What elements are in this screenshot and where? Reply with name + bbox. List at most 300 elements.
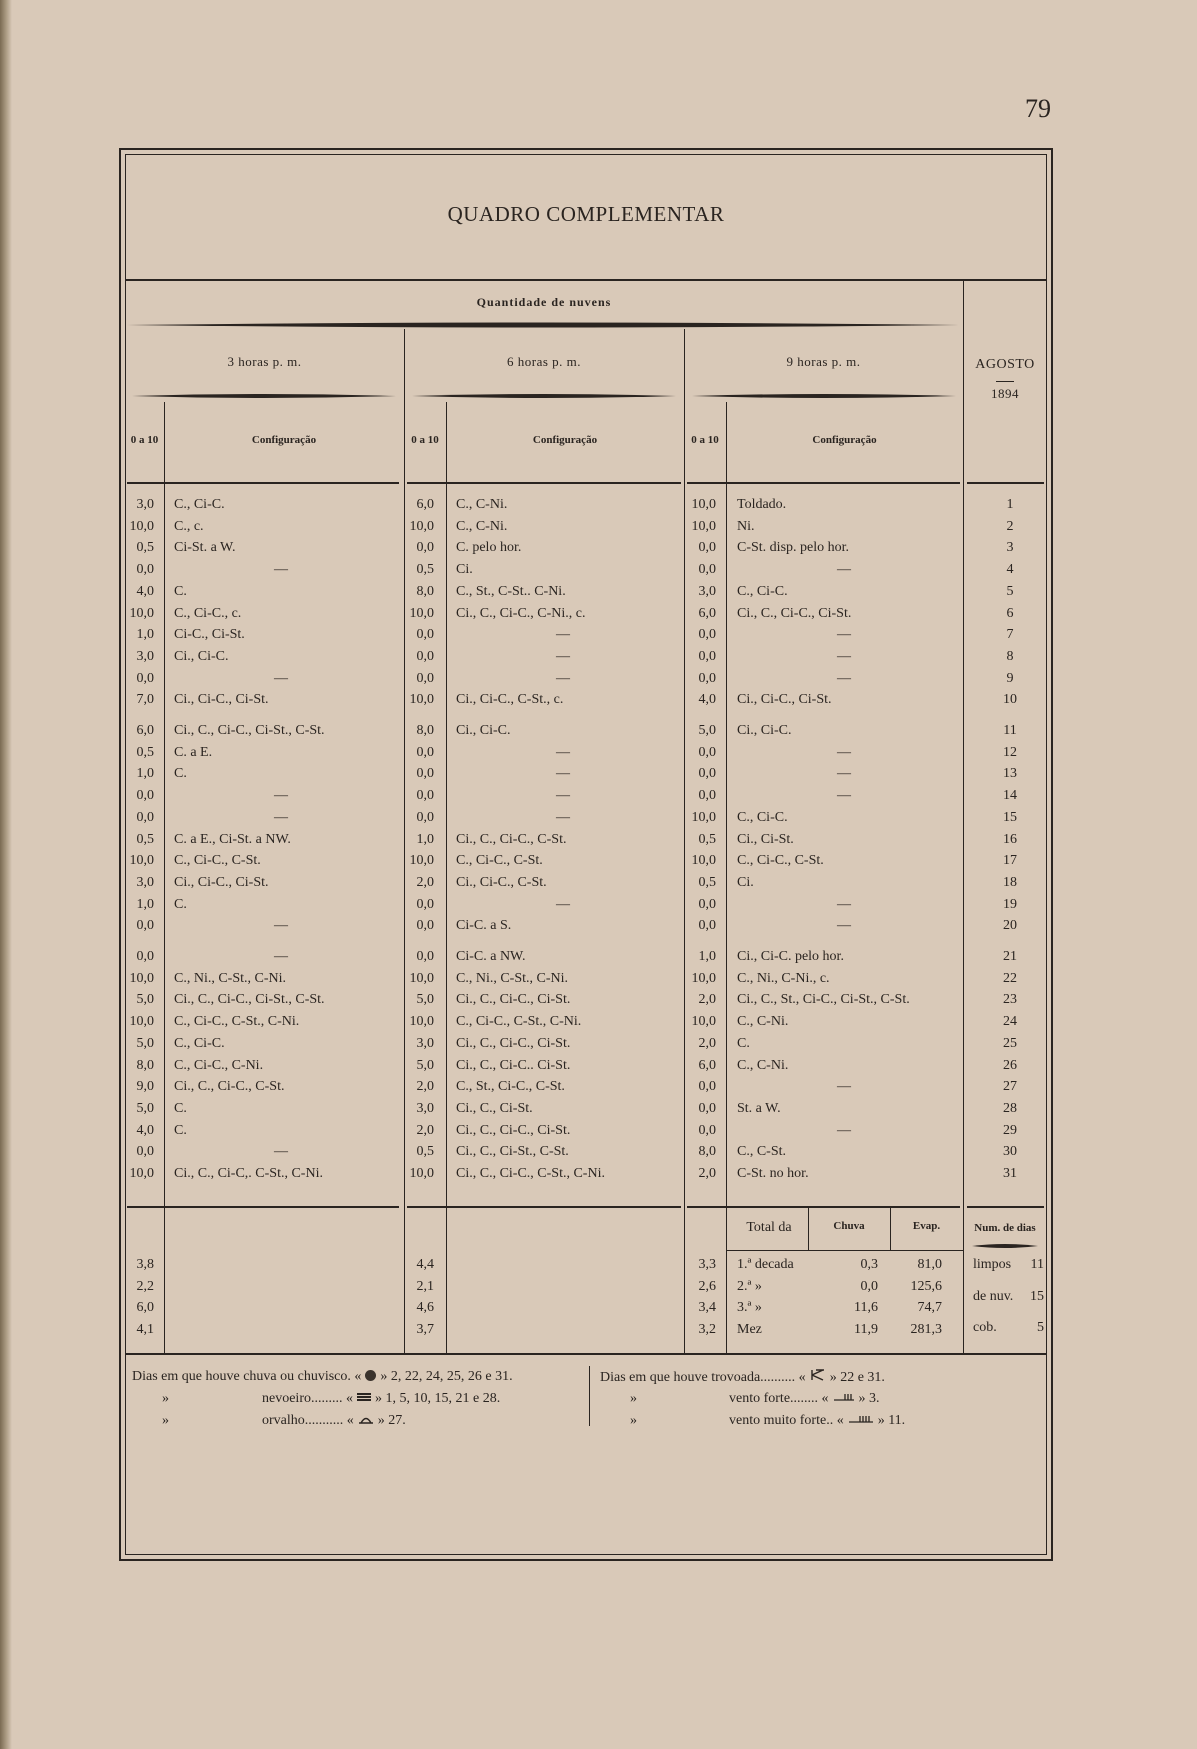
day-number: 29 bbox=[1003, 1122, 1017, 1138]
cloud-config-3h: C., Ci-C., C-Ni. bbox=[174, 1057, 264, 1073]
legend-lead: » bbox=[630, 1391, 637, 1406]
header-rule-3h bbox=[127, 482, 399, 484]
totals-period-label: 3.ª » bbox=[737, 1300, 762, 1315]
average-9h: 3,2 bbox=[698, 1321, 716, 1337]
cloud-config-3h: Ci., Ci-C., Ci-St. bbox=[174, 692, 269, 708]
cloud-amount-6h: 0,0 bbox=[416, 809, 434, 825]
cloud-amount-3h: 6,0 bbox=[136, 723, 154, 738]
cloud-config-9h: C., C-Ni. bbox=[737, 1014, 789, 1030]
cloud-config-6h: Ci., C., Ci-St. bbox=[456, 1100, 533, 1116]
cloud-config-3h: — bbox=[274, 1144, 288, 1160]
average-9h: 3,3 bbox=[698, 1257, 716, 1272]
cloud-config-9h: St. a W. bbox=[737, 1100, 781, 1116]
cloud-config-6h: Ci. bbox=[456, 562, 473, 578]
cloud-config-9h: — bbox=[837, 918, 851, 934]
cloud-amount-9h: 0,0 bbox=[698, 1100, 716, 1116]
day-number: 6 bbox=[1006, 605, 1014, 621]
cloud-amount-3h: 3,0 bbox=[136, 497, 154, 512]
notes-divider bbox=[589, 1366, 590, 1426]
day-number: 20 bbox=[1003, 918, 1017, 934]
evap-value: 281,3 bbox=[910, 1321, 942, 1337]
cloud-amount-6h: 0,0 bbox=[416, 648, 434, 664]
cloud-amount-9h: 2,0 bbox=[698, 992, 716, 1008]
cloud-amount-3h: 0,0 bbox=[136, 1144, 154, 1160]
day-number: 24 bbox=[1003, 1014, 1017, 1030]
notes-top-rule bbox=[125, 1353, 1047, 1355]
cloud-amount-6h: 0,0 bbox=[416, 627, 434, 643]
cloud-config-6h: Ci., C., Ci-C., Ci-St. bbox=[456, 1035, 571, 1051]
days-type-label: cob. bbox=[973, 1320, 997, 1335]
cloud-config-9h: C. bbox=[737, 1035, 750, 1051]
cloud-config-3h: C., Ci-C. bbox=[174, 1035, 225, 1051]
cloud-config-6h: C., St., C-St.. C-Ni. bbox=[456, 583, 566, 599]
day-number: 9 bbox=[1006, 670, 1014, 686]
cloud-amount-6h: 2,0 bbox=[416, 1122, 434, 1138]
cloud-amount-9h: 0,0 bbox=[698, 918, 716, 934]
cloud-config-3h: — bbox=[274, 949, 288, 964]
cloud-config-6h: — bbox=[556, 809, 570, 825]
cloud-amount-6h: 5,0 bbox=[416, 1057, 434, 1073]
cloud-config-6h: — bbox=[556, 670, 570, 686]
day-number: 30 bbox=[1003, 1144, 1017, 1160]
cloud-amount-9h: 1,0 bbox=[698, 949, 716, 964]
cloud-amount-9h: 0,0 bbox=[698, 562, 716, 578]
cloud-amount-3h: 1,0 bbox=[136, 766, 154, 782]
sub-divider-9h bbox=[726, 402, 727, 1353]
cloud-amount-9h: 10,0 bbox=[691, 497, 716, 512]
chuva-value: 0,0 bbox=[860, 1278, 878, 1294]
cloud-amount-6h: 3,0 bbox=[416, 1035, 434, 1051]
cloud-amount-3h: 0,5 bbox=[136, 831, 154, 847]
cloud-amount-9h: 5,0 bbox=[698, 723, 716, 738]
legend-line bbox=[600, 1369, 885, 1386]
cloud-config-3h: Ci., C., Ci-C., Ci-St., C-St. bbox=[174, 992, 325, 1008]
cloud-amount-3h: 0,5 bbox=[136, 540, 154, 556]
cloud-amount-3h: 10,0 bbox=[129, 1014, 154, 1030]
cloud-config-9h: Ci., C., Ci-C., Ci-St. bbox=[737, 605, 852, 621]
cloud-config-6h: C., Ci-C., C-St., C-Ni. bbox=[456, 1014, 582, 1030]
cloud-amount-6h: 0,0 bbox=[416, 670, 434, 686]
cloud-config-9h: C., C-St. bbox=[737, 1144, 787, 1160]
summary-rule-9h bbox=[687, 1206, 960, 1208]
chuva-value: 0,3 bbox=[860, 1257, 878, 1272]
day-number: 18 bbox=[1003, 874, 1017, 890]
cloud-config-3h: Ci-St. a W. bbox=[174, 540, 236, 556]
cloud-config-9h: Ci., C., St., Ci-C., Ci-St., C-St. bbox=[737, 992, 910, 1008]
cloud-config-9h: C., Ci-C. bbox=[737, 809, 788, 825]
cloud-amount-9h: 10,0 bbox=[691, 518, 716, 534]
config-header-6h: Configuração bbox=[532, 434, 598, 446]
page-number: 79 bbox=[1025, 94, 1051, 123]
cloud-amount-6h: 10,0 bbox=[409, 853, 434, 869]
cloud-config-3h: C. bbox=[174, 766, 187, 782]
chuva-value: 11,6 bbox=[854, 1300, 878, 1315]
cloud-amount-3h: 0,0 bbox=[136, 949, 154, 964]
table-title: QUADRO COMPLEMENTAR bbox=[447, 202, 725, 226]
month-column-divider bbox=[963, 281, 964, 1353]
cloud-amount-3h: 5,0 bbox=[136, 992, 154, 1008]
cloud-amount-3h: 3,0 bbox=[136, 874, 154, 890]
cloud-amount-9h: 10,0 bbox=[691, 970, 716, 986]
cloud-config-9h: C., Ci-C., C-St. bbox=[737, 853, 824, 869]
cloud-amount-9h: 0,0 bbox=[698, 1122, 716, 1138]
day-number: 27 bbox=[1003, 1079, 1017, 1095]
group-header-rule bbox=[127, 320, 959, 330]
cloud-config-6h: — bbox=[556, 788, 570, 804]
day-number: 10 bbox=[1003, 692, 1017, 708]
cloud-config-9h: — bbox=[837, 766, 851, 782]
dew-icon bbox=[358, 1414, 374, 1424]
cloud-amount-9h: 0,0 bbox=[698, 744, 716, 760]
average-6h: 4,4 bbox=[416, 1257, 434, 1272]
cloud-config-9h: Ci., Ci-C., Ci-St. bbox=[737, 692, 832, 708]
cloud-amount-6h: 8,0 bbox=[416, 723, 434, 738]
legend-days: » 1, 5, 10, 15, 21 e 28. bbox=[374, 1391, 501, 1406]
cloud-config-6h: Ci., Ci-C., C-St., c. bbox=[456, 692, 564, 708]
cloud-amount-3h: 8,0 bbox=[136, 1057, 154, 1073]
period-rule-6h bbox=[412, 392, 676, 400]
strong-wind-icon bbox=[833, 1392, 855, 1402]
day-number: 1 bbox=[1006, 497, 1014, 512]
cloud-config-6h: C., Ci-C., C-St. bbox=[456, 853, 543, 869]
book-spine-shadow bbox=[0, 0, 12, 1749]
cloud-amount-6h: 0,0 bbox=[416, 766, 434, 782]
cloud-amount-3h: 10,0 bbox=[129, 853, 154, 869]
period-rule-3h bbox=[132, 392, 396, 400]
cloud-amount-3h: 5,0 bbox=[136, 1100, 154, 1116]
summary-rule-6h bbox=[407, 1206, 681, 1208]
cloud-amount-9h: 0,0 bbox=[698, 766, 716, 782]
cloud-config-6h: Ci., C., Ci-C., Ci-St. bbox=[456, 992, 571, 1008]
cloud-config-9h: Ci., Ci-C. bbox=[737, 723, 792, 738]
legend-days: » 11. bbox=[877, 1413, 906, 1428]
cloud-config-3h: — bbox=[274, 788, 288, 804]
cloud-config-3h: C., Ci-C., C-St., C-Ni. bbox=[174, 1014, 300, 1030]
cloud-config-9h: — bbox=[837, 627, 851, 643]
legend-label: vento muito forte.. « bbox=[729, 1413, 844, 1428]
cloud-config-9h: — bbox=[837, 1079, 851, 1095]
legend-label: vento forte........ « bbox=[729, 1391, 829, 1406]
cloud-amount-9h: 0,0 bbox=[698, 627, 716, 643]
cloud-amount-3h: 5,0 bbox=[136, 1035, 154, 1051]
day-number: 11 bbox=[1003, 723, 1017, 738]
very-strong-wind-icon bbox=[848, 1414, 874, 1424]
day-number: 19 bbox=[1003, 896, 1017, 912]
cloud-amount-3h: 1,0 bbox=[136, 896, 154, 912]
days-type-count: 15 bbox=[1030, 1289, 1044, 1304]
day-number: 16 bbox=[1003, 831, 1017, 847]
cloud-amount-6h: 0,0 bbox=[416, 788, 434, 804]
cloud-config-3h: C. a E. bbox=[174, 744, 213, 760]
cloud-amount-6h: 6,0 bbox=[416, 497, 434, 512]
sub-divider-3h bbox=[164, 402, 165, 1353]
legend-lead: » bbox=[162, 1413, 169, 1428]
period-rule-9h bbox=[692, 392, 956, 400]
average-9h: 2,6 bbox=[698, 1278, 716, 1294]
very-strong-wind-icon bbox=[848, 1413, 874, 1428]
month-header: AGOSTO bbox=[975, 357, 1035, 372]
cloud-amount-6h: 10,0 bbox=[409, 1014, 434, 1030]
amount-header-9h: 0 a 10 bbox=[691, 434, 719, 446]
cloud-config-9h: — bbox=[837, 562, 851, 578]
cloud-config-9h: C-St. no hor. bbox=[737, 1166, 809, 1181]
day-number: 17 bbox=[1003, 853, 1017, 869]
legend-label: orvalho........... « bbox=[262, 1413, 354, 1428]
cloud-amount-9h: 4,0 bbox=[698, 692, 716, 708]
legend-label: nevoeiro......... « bbox=[262, 1391, 353, 1406]
day-number: 8 bbox=[1006, 648, 1014, 664]
amount-header-6h: 0 a 10 bbox=[411, 434, 439, 446]
day-number: 5 bbox=[1006, 583, 1014, 599]
cloud-amount-9h: 0,0 bbox=[698, 896, 716, 912]
cloud-config-6h: Ci., Ci-C. bbox=[456, 723, 511, 738]
cloud-config-9h: — bbox=[837, 1122, 851, 1138]
cloud-config-9h: C., Ni., C-Ni., c. bbox=[737, 970, 830, 986]
cloud-config-6h: Ci., C., Ci-C., C-St. bbox=[456, 831, 567, 847]
summary-rule-day bbox=[967, 1206, 1044, 1208]
days-type-label: de nuv. bbox=[973, 1289, 1014, 1304]
cloud-amount-6h: 1,0 bbox=[416, 831, 434, 847]
cloud-config-3h: C., Ci-C., C-St. bbox=[174, 853, 261, 869]
totals-label-header: Total da bbox=[746, 1220, 792, 1235]
day-number: 28 bbox=[1003, 1100, 1017, 1116]
day-number: 12 bbox=[1003, 744, 1017, 760]
cloud-amount-9h: 0,5 bbox=[698, 874, 716, 890]
cloud-config-9h: C., C-Ni. bbox=[737, 1057, 789, 1073]
cloud-amount-6h: 0,0 bbox=[416, 918, 434, 934]
legend-days: » 3. bbox=[858, 1391, 880, 1406]
evap-value: 81,0 bbox=[917, 1257, 942, 1272]
day-number: 13 bbox=[1003, 766, 1017, 782]
cloud-amount-3h: 4,0 bbox=[136, 583, 154, 599]
header-rule-6h bbox=[407, 482, 681, 484]
cloud-config-3h: — bbox=[274, 670, 288, 686]
cloud-amount-6h: 8,0 bbox=[416, 583, 434, 599]
cloud-config-3h: Ci., Ci-C. bbox=[174, 648, 229, 664]
cloud-config-6h: C., St., Ci-C., C-St. bbox=[456, 1079, 565, 1095]
cloud-amount-3h: 10,0 bbox=[129, 518, 154, 534]
sub-divider-6h bbox=[446, 402, 447, 1353]
cloud-amount-9h: 10,0 bbox=[691, 809, 716, 825]
cloud-config-3h: C. bbox=[174, 583, 187, 599]
cloud-config-3h: C., c. bbox=[174, 518, 204, 534]
legend-lead: » bbox=[162, 1391, 169, 1406]
cloud-amount-9h: 0,5 bbox=[698, 831, 716, 847]
legend-line bbox=[600, 1413, 905, 1429]
cloud-amount-6h: 10,0 bbox=[409, 1166, 434, 1181]
days-type-label: limpos bbox=[973, 1257, 1012, 1272]
cloud-amount-9h: 8,0 bbox=[698, 1144, 716, 1160]
cloud-amount-3h: 0,5 bbox=[136, 744, 154, 760]
cloud-config-9h: Ci. bbox=[737, 874, 754, 890]
legend-line bbox=[132, 1369, 513, 1385]
cloud-amount-9h: 2,0 bbox=[698, 1166, 716, 1181]
cloud-amount-6h: 0,0 bbox=[416, 949, 434, 964]
cloud-amount-9h: 2,0 bbox=[698, 1035, 716, 1051]
cloud-config-9h: — bbox=[837, 648, 851, 664]
chuva-header: Chuva bbox=[833, 1220, 865, 1232]
evap-value: 74,7 bbox=[917, 1300, 942, 1315]
cloud-amount-6h: 10,0 bbox=[409, 605, 434, 621]
cloud-config-9h: Ci., Ci-St. bbox=[737, 831, 794, 847]
legend-line bbox=[132, 1413, 406, 1429]
average-3h: 4,1 bbox=[136, 1321, 154, 1337]
chuva-value: 11,9 bbox=[854, 1321, 878, 1337]
cloud-config-3h: C., Ci-C. bbox=[174, 497, 225, 512]
cloud-config-6h: C., C-Ni. bbox=[456, 518, 508, 534]
header-rule-9h bbox=[687, 482, 960, 484]
cloud-amount-6h: 2,0 bbox=[416, 1079, 434, 1095]
cloud-amount-3h: 7,0 bbox=[136, 692, 154, 708]
cloud-config-9h: C., Ci-C. bbox=[737, 583, 788, 599]
cloud-amount-3h: 0,0 bbox=[136, 788, 154, 804]
cloud-config-3h: Ci., Ci-C., Ci-St. bbox=[174, 874, 269, 890]
legend-lead: Dias em que houve trovoada.......... « bbox=[600, 1370, 806, 1385]
cloud-amount-6h: 10,0 bbox=[409, 518, 434, 534]
legend-days: » 22 e 31. bbox=[829, 1370, 885, 1385]
cloud-config-6h: Ci-C. a NW. bbox=[456, 949, 526, 964]
totals-period-label: 2.ª » bbox=[737, 1278, 762, 1294]
day-number: 23 bbox=[1003, 992, 1017, 1008]
cloud-config-6h: Ci., C., Ci-C., C-Ni., c. bbox=[456, 605, 586, 621]
cloud-amount-6h: 5,0 bbox=[416, 992, 434, 1008]
day-number: 25 bbox=[1003, 1035, 1017, 1051]
cloud-config-9h: — bbox=[837, 788, 851, 804]
cloud-config-6h: — bbox=[556, 744, 570, 760]
average-3h: 6,0 bbox=[136, 1300, 154, 1315]
average-9h: 3,4 bbox=[698, 1300, 716, 1315]
cloud-amount-6h: 3,0 bbox=[416, 1100, 434, 1116]
cloud-amount-6h: 10,0 bbox=[409, 692, 434, 708]
cloud-config-3h: C. bbox=[174, 896, 187, 912]
cloud-amount-3h: 0,0 bbox=[136, 918, 154, 934]
totals-period-label: 1.ª decada bbox=[737, 1257, 794, 1272]
cloud-amount-6h: 0,5 bbox=[416, 562, 434, 578]
cloud-config-6h: — bbox=[556, 766, 570, 782]
average-3h: 2,2 bbox=[136, 1278, 154, 1294]
cloud-amount-3h: 10,0 bbox=[129, 970, 154, 986]
cloud-amount-9h: 6,0 bbox=[698, 1057, 716, 1073]
thunder-icon bbox=[810, 1370, 826, 1385]
legend-line bbox=[600, 1391, 880, 1407]
cloud-config-3h: Ci., C., Ci-C,. C-St., C-Ni. bbox=[174, 1166, 323, 1181]
period-header-9h: 9 horas p. m. bbox=[786, 354, 861, 369]
fog-icon bbox=[357, 1391, 371, 1406]
group-header: Quantidade de nuvens bbox=[476, 295, 612, 309]
legend-lead: Dias em que houve chuva ou chuvisco. « bbox=[132, 1369, 362, 1384]
cloud-amount-6h: 10,0 bbox=[409, 970, 434, 986]
day-number: 26 bbox=[1003, 1057, 1017, 1073]
cloud-amount-9h: 0,0 bbox=[698, 788, 716, 804]
config-header-3h: Configuração bbox=[251, 434, 317, 446]
cloud-amount-6h: 0,0 bbox=[416, 744, 434, 760]
cloud-config-6h: Ci., C., Ci-C.. Ci-St. bbox=[456, 1057, 571, 1073]
days-type-count: 11 bbox=[1030, 1257, 1044, 1272]
cloud-config-6h: Ci., Ci-C., C-St. bbox=[456, 874, 547, 890]
strong-wind-icon bbox=[833, 1391, 855, 1406]
thunder-icon bbox=[810, 1369, 826, 1381]
average-6h: 3,7 bbox=[416, 1321, 434, 1337]
cloud-amount-9h: 10,0 bbox=[691, 1014, 716, 1030]
cloud-config-3h: C. a E., Ci-St. a NW. bbox=[174, 831, 291, 847]
cloud-amount-6h: 0,0 bbox=[416, 540, 434, 556]
totals-period-label: Mez bbox=[737, 1321, 762, 1337]
cloud-amount-9h: 6,0 bbox=[698, 605, 716, 621]
days-count-rule bbox=[972, 1242, 1038, 1250]
period-header-3h: 3 horas p. m. bbox=[227, 354, 302, 369]
day-number: 21 bbox=[1003, 949, 1017, 964]
day-number: 31 bbox=[1003, 1166, 1017, 1181]
evap-value: 125,6 bbox=[910, 1278, 942, 1294]
cloud-config-6h: — bbox=[556, 896, 570, 912]
cloud-config-9h: Ci., Ci-C. pelo hor. bbox=[737, 949, 844, 964]
cloud-config-6h: — bbox=[556, 627, 570, 643]
cloud-config-9h: Ni. bbox=[737, 518, 755, 534]
cloud-amount-6h: 0,0 bbox=[416, 896, 434, 912]
cloud-amount-3h: 4,0 bbox=[136, 1122, 154, 1138]
cloud-config-6h: C. pelo hor. bbox=[456, 540, 522, 556]
cloud-config-3h: C., Ci-C., c. bbox=[174, 605, 242, 621]
amount-header-3h: 0 a 10 bbox=[130, 434, 159, 446]
cloud-amount-6h: 2,0 bbox=[416, 874, 434, 890]
cloud-config-3h: Ci., C., Ci-C., Ci-St., C-St. bbox=[174, 723, 325, 738]
header-rule-day bbox=[967, 482, 1044, 484]
day-number: 4 bbox=[1006, 562, 1014, 578]
period-header-6h: 6 horas p. m. bbox=[506, 354, 582, 369]
legend-days: » 2, 22, 24, 25, 26 e 31. bbox=[380, 1369, 513, 1384]
cloud-amount-9h: 0,0 bbox=[698, 670, 716, 686]
cloud-amount-6h: 0,5 bbox=[416, 1144, 434, 1160]
cloud-config-9h: Toldado. bbox=[737, 497, 787, 512]
cloud-config-6h: Ci., C., Ci-C., Ci-St. bbox=[456, 1122, 571, 1138]
cloud-amount-9h: 10,0 bbox=[691, 853, 716, 869]
cloud-config-6h: Ci., C., Ci-C., C-St., C-Ni. bbox=[456, 1166, 605, 1181]
dew-icon bbox=[358, 1413, 374, 1428]
cloud-config-3h: C., Ni., C-St., C-Ni. bbox=[174, 970, 287, 986]
cloud-amount-3h: 9,0 bbox=[136, 1079, 154, 1095]
legend-days: » 27. bbox=[377, 1413, 406, 1428]
cloud-config-6h: — bbox=[556, 648, 570, 664]
days-count-header: Num. de dias bbox=[974, 1222, 1036, 1234]
cloud-amount-9h: 0,0 bbox=[698, 540, 716, 556]
day-number: 22 bbox=[1003, 970, 1017, 986]
cloud-config-3h: Ci., C., Ci-C., C-St. bbox=[174, 1079, 285, 1095]
days-type-count: 5 bbox=[1037, 1320, 1044, 1335]
title-rule bbox=[125, 279, 1047, 281]
cloud-config-6h: Ci., C., Ci-St., C-St. bbox=[456, 1144, 569, 1160]
day-number: 3 bbox=[1006, 540, 1014, 556]
average-6h: 4,6 bbox=[416, 1300, 434, 1315]
cloud-amount-3h: 0,0 bbox=[136, 670, 154, 686]
day-number: 14 bbox=[1003, 788, 1017, 804]
cloud-amount-3h: 10,0 bbox=[129, 1166, 154, 1181]
config-header-9h: Configuração bbox=[812, 434, 877, 446]
day-number: 2 bbox=[1006, 518, 1014, 534]
cloud-config-9h: — bbox=[837, 896, 851, 912]
cloud-amount-3h: 0,0 bbox=[136, 562, 154, 578]
evap-header: Evap. bbox=[912, 1220, 941, 1232]
cloud-config-9h: C-St. disp. pelo hor. bbox=[737, 540, 850, 556]
cloud-config-9h: — bbox=[837, 670, 851, 686]
cloud-config-9h: — bbox=[837, 744, 851, 760]
average-3h: 3,8 bbox=[136, 1257, 154, 1272]
cloud-amount-3h: 0,0 bbox=[136, 809, 154, 825]
cloud-config-3h: C. bbox=[174, 1100, 187, 1116]
cloud-amount-3h: 10,0 bbox=[129, 605, 154, 621]
summary-rule-3h bbox=[127, 1206, 399, 1208]
cloud-config-3h: — bbox=[274, 809, 288, 825]
cloud-amount-3h: 3,0 bbox=[136, 648, 154, 664]
